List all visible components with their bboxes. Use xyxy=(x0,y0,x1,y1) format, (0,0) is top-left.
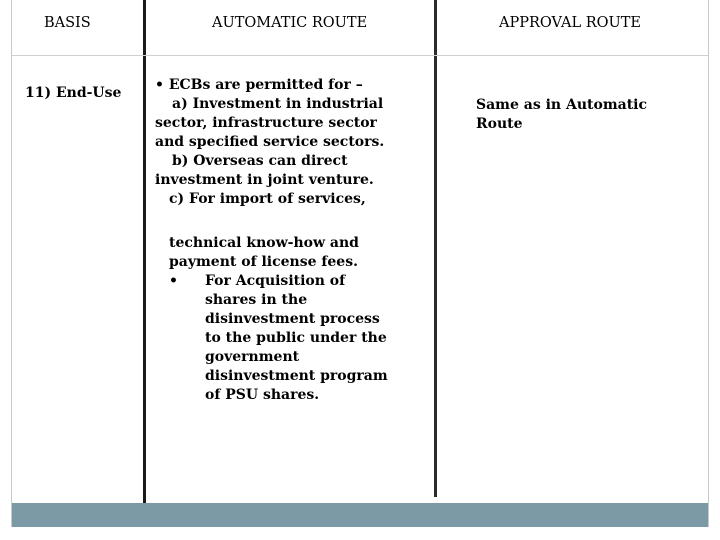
automatic-route-cell xyxy=(155,76,384,209)
approval-route-cell xyxy=(476,96,647,134)
header-approval-route: APPROVAL ROUTE xyxy=(499,15,642,31)
bullet-line: to the public under the xyxy=(205,330,387,346)
approval-line: Same as in Automatic xyxy=(476,97,648,113)
bullet-line: For Acquisition of xyxy=(205,273,346,289)
auto-line: investment in joint venture. xyxy=(155,172,374,188)
bullet-line: disinvestment program xyxy=(205,368,388,384)
auto-line: technical know-how and xyxy=(169,235,359,251)
auto-line: sector, infrastructure sector xyxy=(155,115,377,131)
auto-line: and specified service sectors. xyxy=(155,134,385,150)
bullet-line: of PSU shares. xyxy=(205,387,320,403)
auto-line: a) Investment in industrial xyxy=(172,96,384,112)
auto-line: c) For import of services, xyxy=(169,191,366,207)
bullet-item xyxy=(169,272,388,291)
approval-line: Route xyxy=(476,116,523,132)
auto-line: payment of license fees. xyxy=(169,254,358,270)
auto-line: • ECBs are permitted for – xyxy=(155,77,363,93)
column-divider-2 xyxy=(434,0,437,497)
bullet-mark: • xyxy=(169,273,178,289)
column-divider-1 xyxy=(143,0,146,503)
footer-bar xyxy=(12,503,708,527)
bullet-line: disinvestment process xyxy=(205,311,380,327)
basis-cell: 11) End-Use xyxy=(25,85,122,101)
header-divider xyxy=(12,55,708,56)
auto-line: b) Overseas can direct xyxy=(172,153,348,169)
bullet-line: government xyxy=(205,349,300,365)
automatic-route-continuation xyxy=(169,234,388,405)
bullet-line: shares in the xyxy=(205,292,308,308)
header-automatic-route: AUTOMATIC ROUTE xyxy=(212,15,368,31)
header-basis: BASIS xyxy=(44,15,91,31)
